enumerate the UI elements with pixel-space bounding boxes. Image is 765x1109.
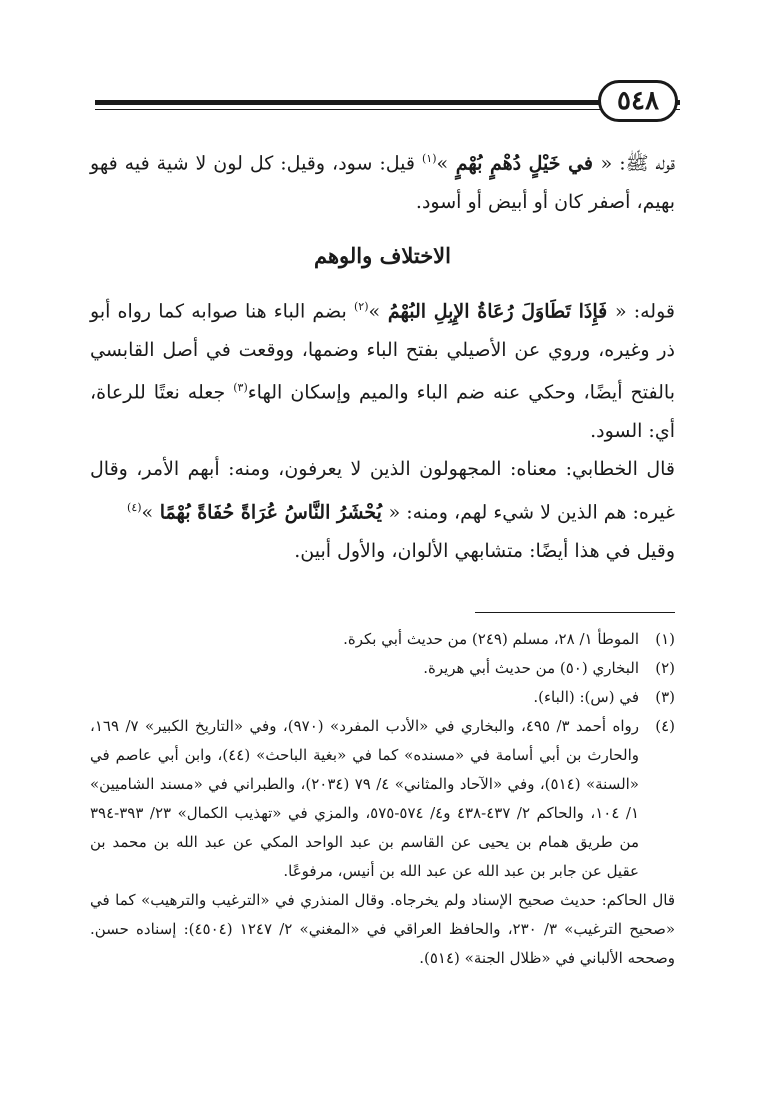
footnote-ref-4[interactable]: (٤) [127, 500, 142, 514]
header-rule-thin [95, 109, 680, 110]
footnote-number: (٢) [655, 659, 675, 677]
p2-rest-2: جعله نعتًا للرعاة، أي: السود. [90, 381, 675, 442]
paragraph-2 [90, 288, 675, 451]
p1-close: » [436, 152, 449, 175]
page-number: ٥٤٨ [617, 86, 659, 116]
footnote-text: في (س): (الباء). [533, 688, 639, 706]
p3-text: قال الخطابي: معناه: المجهولون الذين لا يعرفون، ومنه: أبهم الأمر، وقال غيره: هم الذين لا شيء لهم، ومنه: « [90, 458, 675, 524]
footnote-number: (٤) [655, 717, 675, 735]
paragraph-1 [90, 140, 675, 221]
footnote-item [90, 625, 675, 654]
footnote-ref-1[interactable]: (١) [421, 152, 437, 165]
footnote-item [90, 683, 675, 712]
main-text [90, 140, 675, 570]
footnote-ref-2[interactable]: (٢) [353, 299, 369, 313]
footnote-text: الموطأ ١/ ٢٨، مسلم (٢٤٩) من حديث أبي بكرة. [343, 630, 639, 648]
footnotes [90, 625, 675, 973]
paragraph-3 [90, 450, 675, 531]
section-title: الاختلاف والوهم [313, 243, 451, 269]
footnote-item [90, 712, 675, 886]
hadith-quote-3: يُحْشَرُ النَّاسُ عُرَاةً حُفَاةً بُهْمًا [153, 501, 389, 524]
p2-rest-1: بضم الباء هنا صوابه كما رواه أبو ذر وغيره، وروي عن الأصيلي بفتح الباء وضمها، ووقعت في أصل القابسي بالفتح أيضًا، وحكي عنه ضم الباء والميم وإسكان الهاء [90, 300, 675, 404]
hadith-quote-1: في خَيْلٍ دُهْمٍ بُهْمٍ [448, 152, 601, 175]
p2-close: » [368, 300, 381, 323]
paragraph-4: وقيل في هذا أيضًا: متشابهي الألوان، والأول أبين. [294, 539, 675, 562]
hadith-quote-2: فَإِذَا تَطَاوَلَ رُعَاةُ الإِبِلِ البُهْمُ [380, 300, 615, 323]
page-number-badge [598, 80, 678, 122]
footnote-text: رواه أحمد ٣/ ٤٩٥، والبخاري في «الأدب المفرد» (٩٧٠)، وفي «التاريخ الكبير» ٧/ ١٦٩، والحارث بن أبي أسامة في «مسنده» كما في «بغية الباحث» (٤٤)، وابن أبي عاصم في «السنة» (٥١٤)، وفي «الآحاد والمثاني» ٤/ ٧٩ (٢٠٣٤)، والطبراني في «مسند الشاميين» ١/ ١٠٤، والحاكم ٢/ ٤٣٧-٤٣٨ و٤/ ٥٧٤-٥٧٥، والمزي في «تهذيب الكمال» ٢٣/ ٣٩٣-٣٩٤ من طريق همام بن يحيى عن القاسم بن عبد الواحد المكي عن عبد الله بن محمد بن عقيل عن جابر بن عبد الله عن عبد الله بن أنيس، مرفوعًا. [90, 717, 640, 880]
header-rule-thick [95, 100, 680, 105]
footnote-text: البخاري (٥٠) من حديث أبي هريرة. [423, 659, 639, 677]
footnote-number: (٣) [655, 688, 675, 706]
p3-close: » [141, 501, 154, 524]
footnote-number: (١) [655, 630, 675, 648]
p1-lead: قوله ﷺ: « [600, 152, 675, 175]
footnote-continuation: قال الحاكم: حديث صحيح الإسناد ولم يخرجاه. وقال المنذري في «الترغيب والترهيب» كما في «صحيح الترغيب» ٣/ ٢٣٠، والحافظ العراقي في «المغني» ٢/ ١٢٤٧ (٤٥٠٤): إسناده حسن. وصححه الألباني في «ظلال الجنة» (٥١٤). [90, 891, 676, 967]
p2-lead: قوله: « [614, 300, 675, 323]
footnote-item [90, 654, 675, 683]
page-header [0, 78, 765, 124]
footnote-ref-3[interactable]: (٣) [233, 381, 248, 395]
footnote-separator [475, 612, 675, 613]
p1-rest: قيل: سود، وقيل: كل لون لا شية فيه فهو بهيم، أصفر كان أو أبيض أو أسود. [90, 152, 675, 213]
